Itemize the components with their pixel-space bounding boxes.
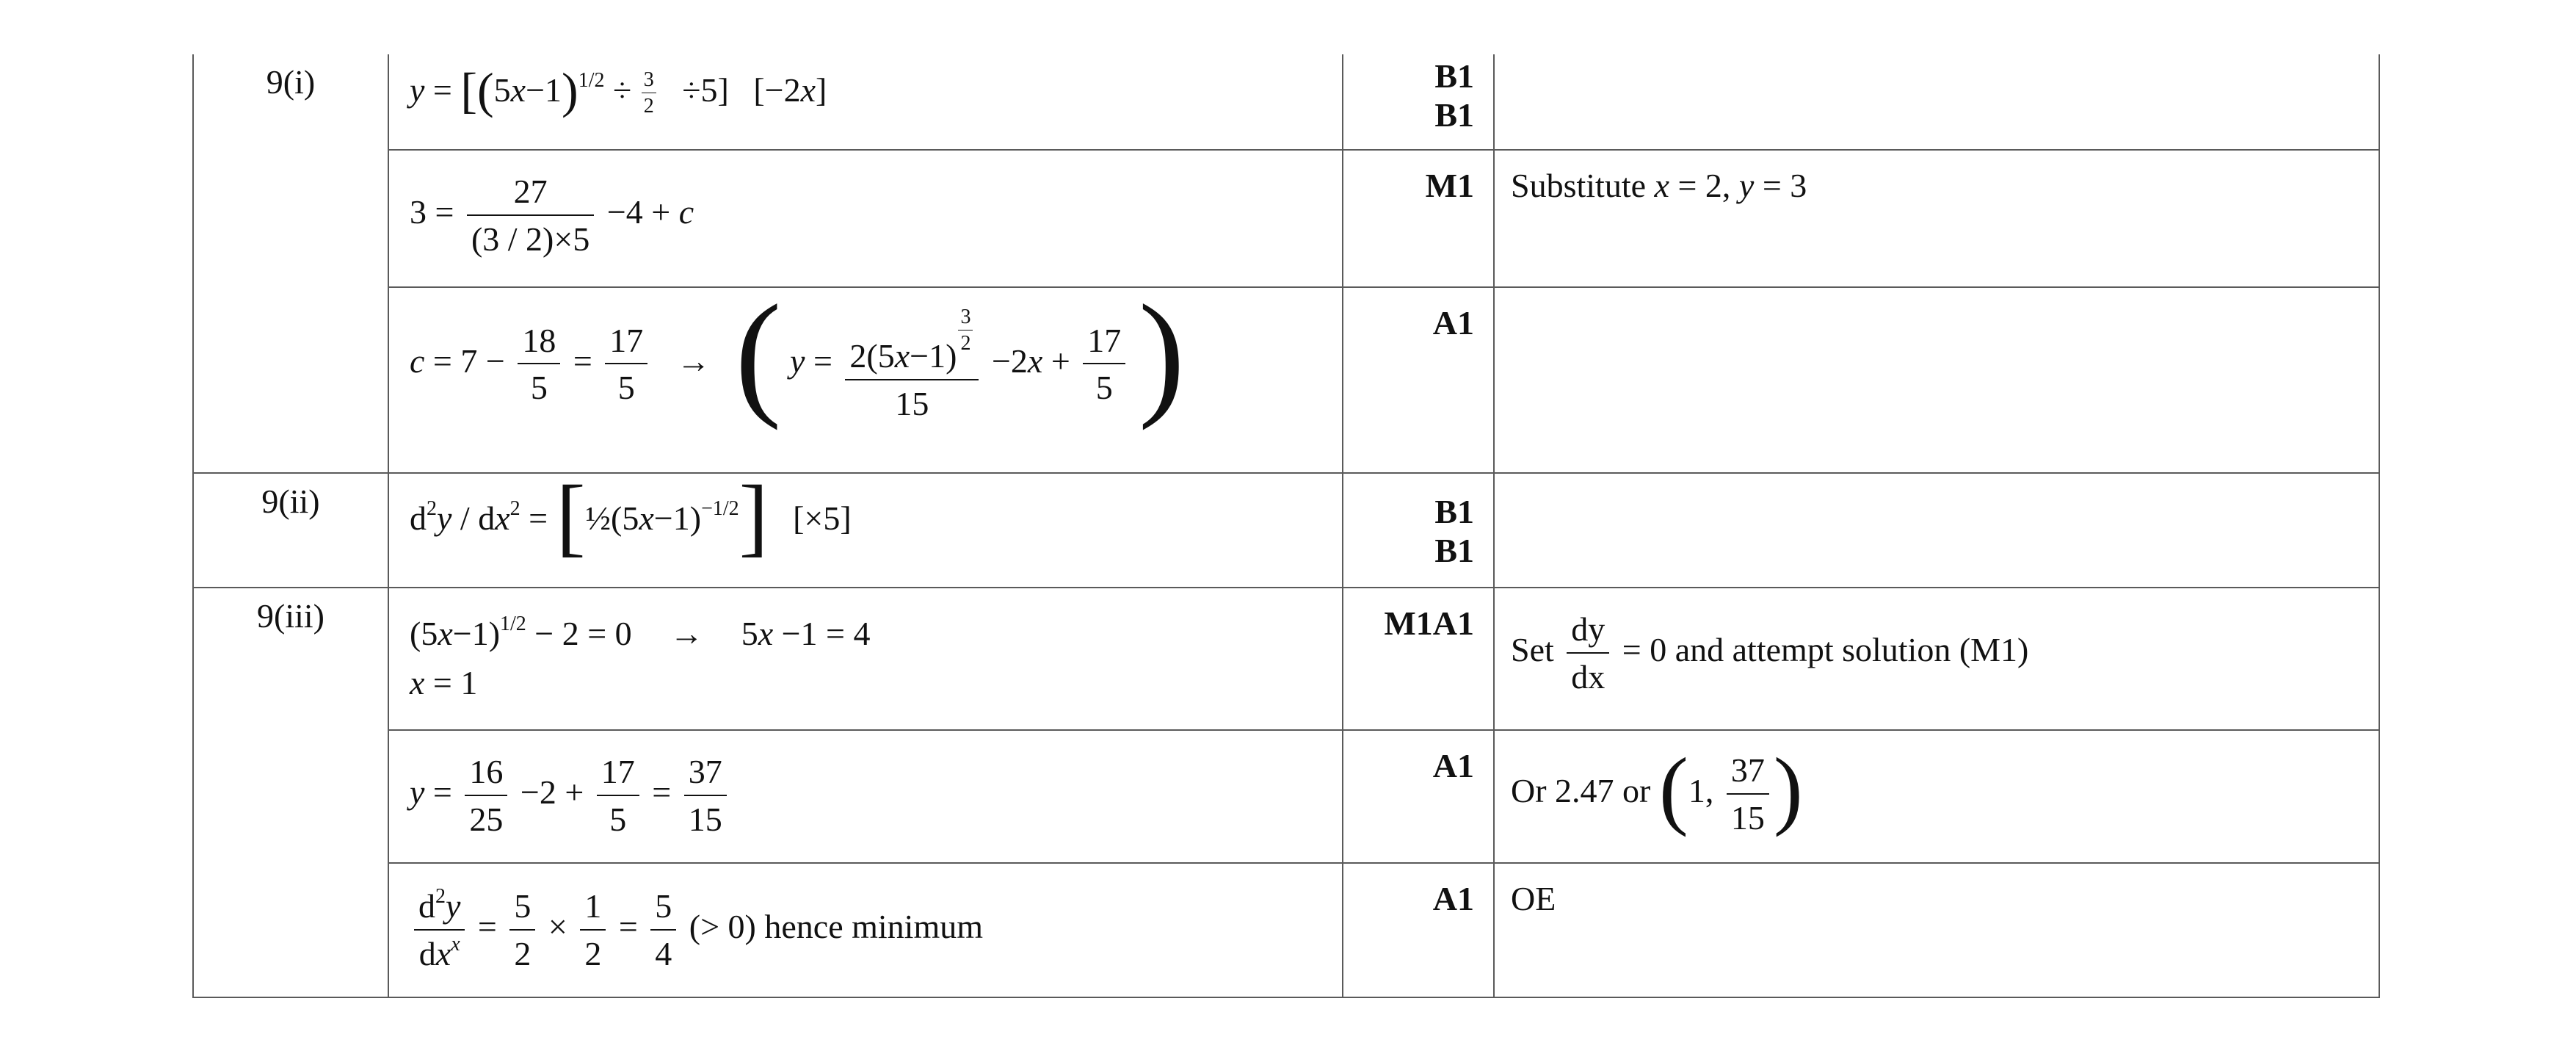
guidance-text: Or 2.47 or (1, $\frac{37}{15}$ ) [1511, 740, 1803, 838]
question-number: 9(iii) [193, 588, 388, 997]
answer-expression: $y = [(5x-1)^{1/2}$ ÷ $\frac{3}{2}$ ÷5] [−2x] [410, 62, 827, 118]
answer-expression: x = 1 [410, 663, 478, 701]
marks-cell [1343, 54, 1494, 150]
mark-code: A1 [1432, 304, 1474, 342]
answer-expression: y = $\frac{16}{25}$ −2 + $\frac{17}{5}$ = $\frac{37}{15}$ [410, 773, 731, 811]
answer-cell [388, 277, 1343, 473]
table-row [193, 588, 2379, 730]
marks-cell [1343, 588, 1494, 730]
guidance-cell [1494, 287, 2379, 473]
marks-cell [1343, 730, 1494, 863]
mark-code: A1 [1432, 880, 1474, 917]
marks-cell [1343, 473, 1494, 588]
question-number: 9(ii) [193, 473, 388, 588]
guidance-text: Substitute x = 2, y = 3 [1511, 167, 1807, 204]
answer-expression: c = 7 − $\frac{18}{5}$ = $\frac{17}{5}$ → ( y = 2(5x−1) $\frac{3}{2}$ 15 −2x + $\frac{17}{5}$ ) [410, 277, 1186, 432]
table-row [193, 287, 2379, 473]
guidance-text: OE [1511, 880, 1556, 917]
answer-expression: $\frac{d^2y}{dx^x}$ = $\frac{5}{2}$ × $\frac{1}{2}$ = $\frac{5}{4}$ (> 0) hence minimum [410, 908, 983, 945]
marks-cell [1343, 863, 1494, 997]
mark-code: M1 [1425, 167, 1474, 204]
mark-scheme-sheet [192, 54, 2379, 998]
guidance-cell [1494, 730, 2379, 863]
table-row [193, 473, 2379, 588]
answer-expression: 3 = $\frac{27}{(3 / 2)\times 5}$ −4 + c [410, 173, 694, 258]
answer-cell [388, 467, 1343, 588]
mark-code: B1 [1434, 531, 1474, 569]
table-row [193, 150, 2379, 287]
mark-code: A1 [1432, 747, 1474, 784]
table-row [193, 863, 2379, 997]
answer-cell [388, 730, 1343, 863]
mark-scheme-table [192, 54, 2380, 998]
table-row [193, 730, 2379, 863]
mark-code: B1 [1434, 95, 1474, 134]
guidance-cell [1494, 588, 2379, 730]
marks-cell [1343, 150, 1494, 287]
mark-code: M1A1 [1384, 604, 1474, 642]
answer-expression: $d^2y / dx^2$ = $[\frac{1}{2}(5x-1)^{-1/2}]$ [×5] [410, 467, 852, 565]
mark-code: B1 [1434, 57, 1474, 95]
mark-code: B1 [1434, 493, 1474, 530]
question-number: 9(i) [193, 54, 388, 473]
guidance-cell [1494, 150, 2379, 287]
guidance-cell [1494, 863, 2379, 997]
guidance-cell [1494, 54, 2379, 150]
answer-cell [388, 150, 1343, 287]
answer-cell [388, 588, 1343, 730]
table-row [193, 54, 2379, 150]
answer-expression: $(5x-1)^{1/2} - 2 = 0 \to 5x -1 = 4$ [410, 613, 871, 652]
answer-cell [388, 54, 1343, 150]
answer-cell [388, 863, 1343, 997]
guidance-cell [1494, 473, 2379, 588]
marks-cell [1343, 287, 1494, 473]
guidance-text: Set $\frac{dy}{dx}$ = 0 and attempt solution (M1) [1511, 610, 2029, 696]
